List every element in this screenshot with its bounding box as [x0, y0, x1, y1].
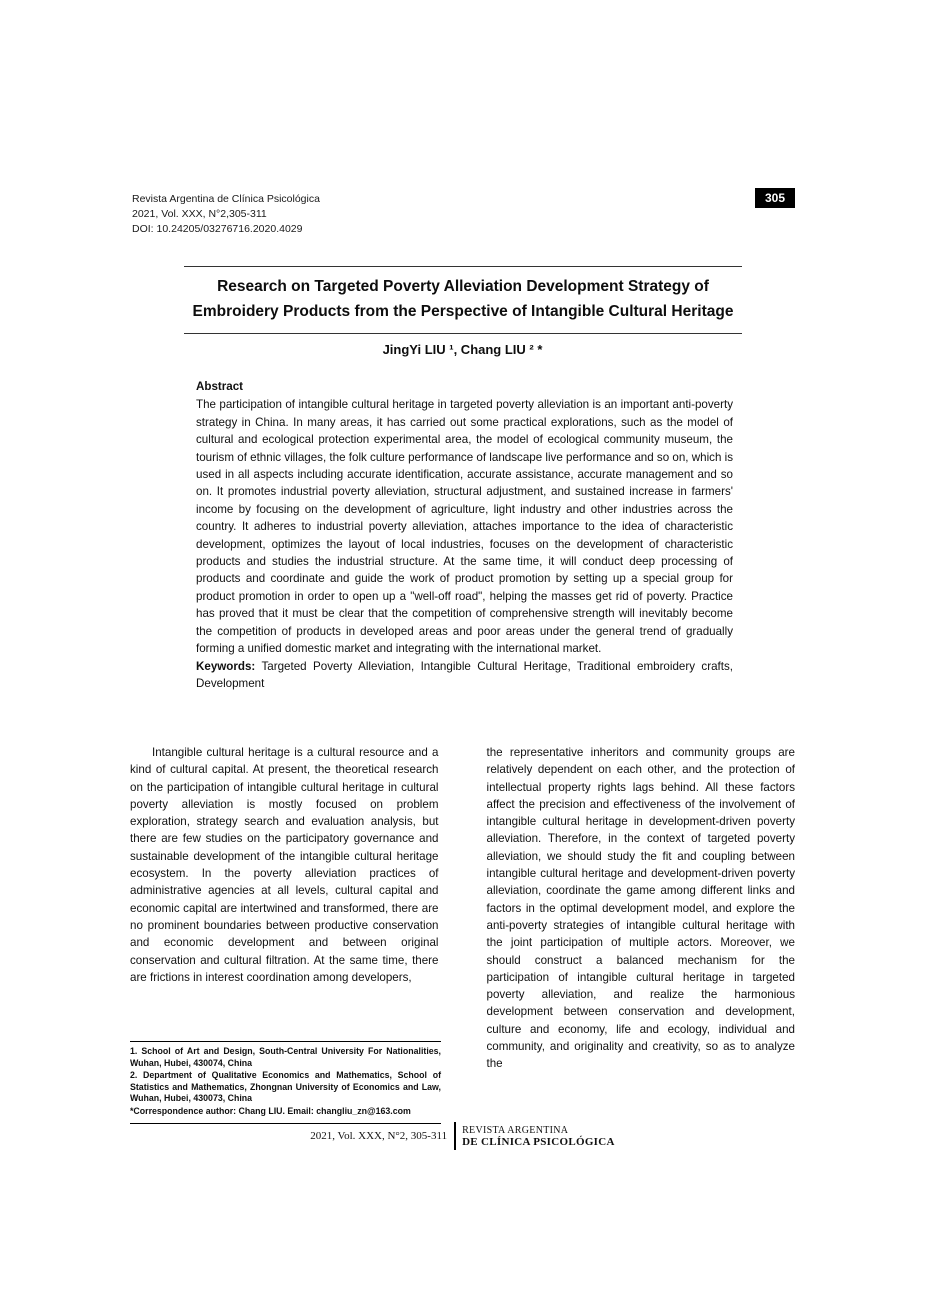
footer-divider — [454, 1122, 456, 1150]
abstract-text: The participation of intangible cultural heritage in targeted poverty alleviation is an important anti-poverty strategy in China. In many areas, it has carried out some practical explorations, such as the model of cultural and ecological protection experimental area, the model of ecological community museum, the tourism of ethnic villages, the folk culture performance of landscape live performance and so on, which is used in all aspects including accurate identification, accurate assistance, accurate management and so on. It promotes industrial poverty alleviation, structural adjustment, and sustained increase in farmers' income by focusing on the development of agriculture, light industry and other industries across the country. It adheres to industrial poverty alleviation, attaches importance to the idea of characteristic development, optimizes the layout of local industries, focuses on the development of characteristic products and studies the industrial structure. At the same time, it will conduct deep processing of products and coordinate and guide the work of product promotion by setting up a special group for product promotion in order to open up a "well-off road", helping the masses get rid of poverty. Practice has proved that it must be clear that the competition of comprehensive strength will inevitably become the competition of products in developed areas and poor areas under the general trend of gradually forming a unified domestic market and integrating with the international market. — [196, 398, 733, 656]
footnote-affiliation-2: 2. Department of Qualitative Economics and Mathematics, School of Statistics and Mathematics, Zhongnan University of Economics and Law, Wuhan, Hubei, 430073, China — [130, 1070, 441, 1104]
journal-header — [132, 192, 320, 237]
journal-volume: 2021, Vol. XXX, N°2,305-311 — [132, 208, 267, 220]
left-column-text: Intangible cultural heritage is a cultural resource and a kind of cultural capital. At present, the theoretical research on the participation of intangible cultural heritage in cultural poverty alleviation is mostly focused on problem exploration, strategy search and evaluation analysis, but there are few studies on the participatory governance and sustainable development of the intangible cultural heritage ecosystem. In the poverty alleviation practices of administrative agencies at all levels, cultural capital and economic capital are intertwined and transformed, there are no prominent boundaries between productive conservation and economic development and between original conservation and cultural filtration. At the same time, there are frictions in interest coordination among developers, — [130, 746, 439, 984]
authors-line: JingYi LIU ¹, Chang LIU ² * — [382, 342, 543, 357]
journal-name: Revista Argentina de Clínica Psicológica — [132, 193, 320, 205]
footer-journal-line1: REVISTA ARGENTINA — [462, 1124, 569, 1136]
keywords-label: Keywords: — [196, 659, 256, 673]
footnote-affiliation-1: 1. School of Art and Design, South-Central University For Nationalities, Wuhan, Hubei, 430074, China — [130, 1046, 441, 1068]
paper-title: Research on Targeted Poverty Alleviation Development Strategy of Embroidery Products from the Perspective of Intangible Cultural Heritage — [192, 278, 734, 320]
abstract-heading: Abstract — [196, 380, 244, 393]
abstract-section — [196, 378, 733, 692]
left-column — [130, 744, 439, 1073]
footer-journal-name — [462, 1125, 615, 1148]
right-column — [487, 744, 796, 1073]
footnotes-block — [130, 1041, 441, 1124]
right-column-text: the representative inheritors and community groups are relatively dependent on each other, and the protection of intellectual property rights lags behind. All these factors affect the precision and effectiveness of the involvement of intangible cultural heritage in development-driven poverty alleviation. Therefore, in the context of targeted poverty alleviation, we should study the fit and coupling between intangible cultural heritage and development-driven poverty alleviation, coordinate the game among different links and factors in the optimal development model, and explore the anti-poverty strategies of intangible cultural heritage with the joint participation of multiple actors. Moreover, we should construct a balanced mechanism for the participation of intangible cultural heritage in targeted poverty alleviation, and realize the harmonious development between conservation and development, culture and economy, life and ecology, individual and community, and originality and creativity, so as to analyze the — [486, 746, 795, 1071]
footnote-correspondence: *Correspondence author: Chang LIU. Email: changliu_zn@163.com — [130, 1105, 411, 1116]
title-block — [184, 266, 742, 334]
keywords-text: Targeted Poverty Alleviation, Intangible Cultural Heritage, Traditional embroidery crafts, Development — [196, 659, 733, 690]
body-columns — [130, 744, 795, 1073]
page-number-badge: 305 — [755, 188, 795, 208]
journal-doi: DOI: 10.24205/03276716.2020.4029 — [132, 223, 303, 235]
page-footer — [0, 1122, 925, 1150]
keywords-line — [196, 658, 733, 693]
footer-citation: 2021, Vol. XXX, N°2, 305-311 — [310, 1130, 448, 1142]
footer-journal-line2: DE CLÍNICA PSICOLÓGICA — [462, 1135, 615, 1148]
